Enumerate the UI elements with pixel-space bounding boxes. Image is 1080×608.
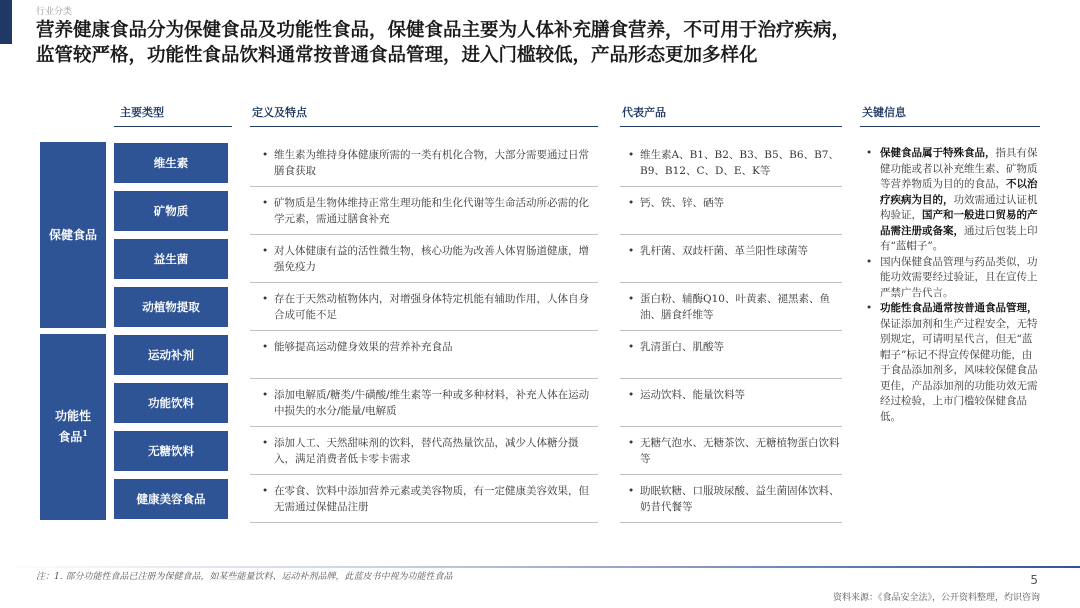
type-plant-animal-extract: 动植物提取 xyxy=(114,287,228,327)
row-divider xyxy=(250,282,598,283)
group-health-food: 保健食品 xyxy=(40,142,106,328)
key-info-item: • 国内保健食品管理与药品类似，功能功效需要经过验证，且在宣传上严禁广告代言。 xyxy=(866,255,1038,299)
group-functional-food-line1: 功能性 xyxy=(54,409,91,423)
products-cell: • 乳杆菌、双歧杆菌、革兰阳性球菌等 xyxy=(628,245,808,257)
row-divider xyxy=(620,474,842,475)
type-vitamin: 维生素 xyxy=(114,143,228,183)
products-cell: • 蛋白粉、辅酶Q10、叶黄素、褪黑素、鱼油、膳食纤维等 xyxy=(628,293,830,321)
column-header-type: 主要类型 xyxy=(120,106,164,119)
section-tag: 行业分类 xyxy=(36,7,73,17)
column-header-definition: 定义及特点 xyxy=(252,106,307,119)
page-title-line1: 营养健康食品分为保健食品及功能性食品，保健食品主要为人体补充膳食营养，不可用于治疗疾病， xyxy=(36,20,851,41)
key-info-panel xyxy=(866,146,1038,425)
row-divider xyxy=(250,522,598,523)
header-underline-products xyxy=(620,126,842,127)
row-divider xyxy=(620,330,842,331)
definition-cell: • 添加电解质/糖类/牛磺酸/维生素等一种或多种材料，补充人体在运动中损失的水分/能量/电解质 xyxy=(262,389,590,417)
header-underline-definition xyxy=(250,126,598,127)
row-divider xyxy=(620,234,842,235)
type-mineral: 矿物质 xyxy=(114,191,228,231)
row-divider xyxy=(250,186,598,187)
row-divider xyxy=(620,378,842,379)
group-functional-food-line2: 食品$^1$ xyxy=(58,428,88,444)
type-probiotic: 益生菌 xyxy=(114,239,228,279)
definition-cell: • 对人体健康有益的活性微生物，核心功能为改善人体胃肠道健康，增强免疫力 xyxy=(262,245,589,273)
key-info-item: • 功能性食品通常按普通食品管理，保证添加剂和生产过程安全，无特别规定，可请明星代言，但无“蓝帽子”标记不得宣传保健功能，由于食品添加剂多，风味较保健食品更佳，产品添加剂的功能功效无需经过检验，上市门槛较保健食品低。 xyxy=(866,302,1038,423)
page-title-line2: 监管较严格，功能性食品饮料通常按普通食品管理，进入门槛较低，产品形态更加多样化 xyxy=(36,45,758,66)
footer-divider xyxy=(0,566,1080,568)
header-accent-bar xyxy=(0,0,12,44)
definition-cell: • 能够提高运动健身效果的营养补充食品 xyxy=(262,341,453,353)
products-cell: • 乳清蛋白、肌酸等 xyxy=(628,341,724,353)
page-number: 5 xyxy=(1030,573,1038,587)
definition-cell: • 存在于天然动植物体内，对增强身体特定机能有辅助作用，人体自身合成可能不足 xyxy=(262,293,589,321)
type-sugar-free-drink: 无糖饮料 xyxy=(114,431,228,471)
products-cell: • 维生素A、B1、B2、B3、B5、B6、B7、B9、B12、C、D、E、K等 xyxy=(628,149,839,177)
products-cell: • 无糖气泡水、无糖茶饮、无糖植物蛋白饮料等 xyxy=(628,437,840,465)
source-note: 资料来源：《食品安全法》，公开资料整理，灼识咨询 xyxy=(832,593,1040,603)
definition-cell: • 矿物质是生物体维持正常生理功能和生化代谢等生命活动所必需的化学元素，需通过膳食补充 xyxy=(262,197,589,225)
footnote: 注：1. 部分功能性食品已注册为保健食品，如某些能量饮料、运动补剂品牌，此蓝皮书中视为功能性食品 xyxy=(36,572,453,582)
column-header-key-info: 关键信息 xyxy=(862,106,906,119)
type-sports-supplement: 运动补剂 xyxy=(114,335,228,375)
row-divider xyxy=(250,474,598,475)
row-divider xyxy=(250,234,598,235)
row-divider xyxy=(620,186,842,187)
row-divider xyxy=(620,426,842,427)
row-divider xyxy=(250,330,598,331)
row-divider xyxy=(250,378,598,379)
footnote-marker: 1 xyxy=(82,428,88,438)
type-functional-drink: 功能饮料 xyxy=(114,383,228,423)
products-cell: • 运动饮料、能量饮料等 xyxy=(628,389,745,401)
row-divider xyxy=(620,282,842,283)
row-divider xyxy=(250,426,598,427)
key-info-item: • 保健食品属于特殊食品，指具有保健功能或者以补充维生素、矿物质等营养物质为目的的食品，不以治疗疾病为目的，功效需通过认证机构验证，国产和一般进口贸易的产品需注册或备案，通过后包装上印有“蓝帽子”。 xyxy=(866,147,1038,252)
definition-cell: • 在零食、饮料中添加营养元素或美容物质，有一定健康美容效果，但无需通过保健品注册 xyxy=(262,485,589,513)
definition-cell: • 维生素为维持身体健康所需的一类有机化合物，大部分需要通过日常膳食获取 xyxy=(262,149,589,177)
products-cell: • 钙、铁、锌、硒等 xyxy=(628,197,724,209)
header-underline-type xyxy=(114,126,232,127)
products-cell: • 助眠软糖、口服玻尿酸、益生菌固体饮料、奶昔代餐等 xyxy=(628,485,840,513)
type-health-beauty-food: 健康美容食品 xyxy=(114,479,228,519)
definition-cell: • 添加人工、天然甜味剂的饮料，替代高热量饮品，减少人体糖分摄入，满足消费者低卡零卡需求 xyxy=(262,437,579,465)
column-header-products: 代表产品 xyxy=(622,106,666,119)
page-title xyxy=(36,18,1066,68)
group-functional-food xyxy=(40,334,106,520)
row-divider xyxy=(620,522,842,523)
header-underline-key xyxy=(860,126,1040,127)
